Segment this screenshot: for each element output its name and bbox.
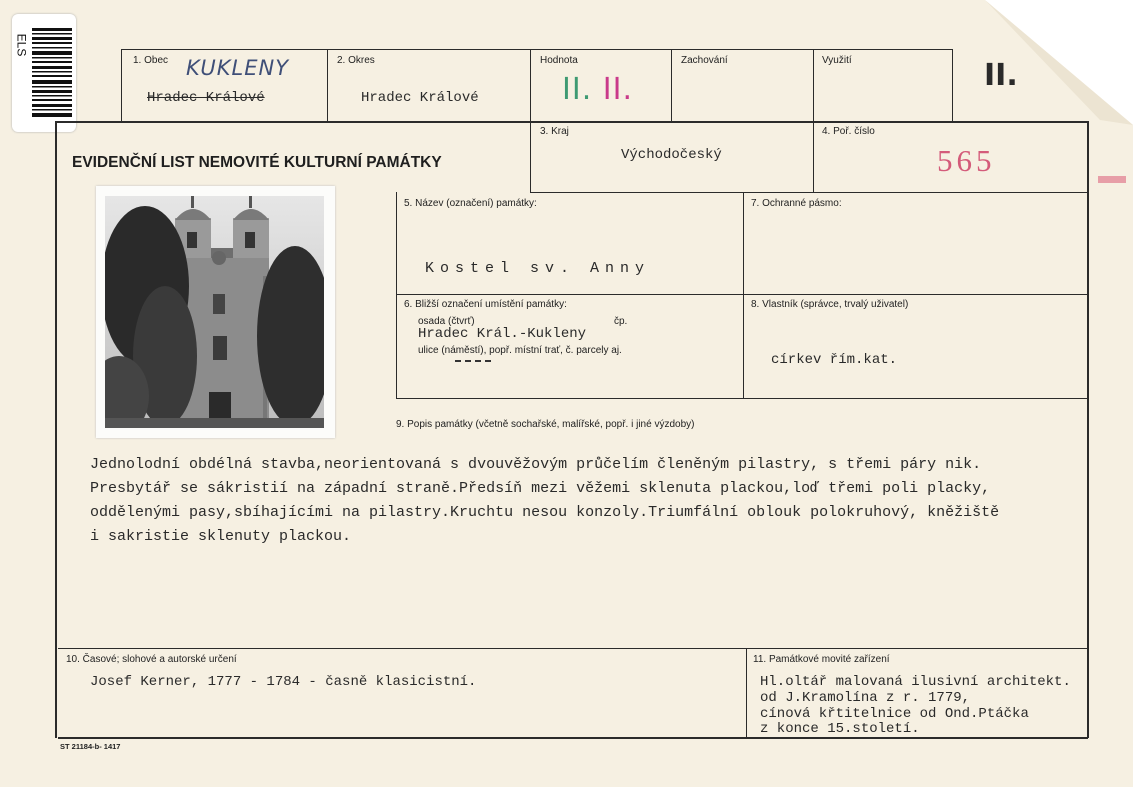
hodnota-label: Hodnota xyxy=(540,55,578,66)
obec-handwritten: KUKLENY xyxy=(186,56,290,80)
por-cislo-label: 4. Poř. číslo xyxy=(822,126,875,137)
osada-label: osada (čtvrť) xyxy=(418,316,475,327)
rule xyxy=(121,49,122,122)
popis-label: 9. Popis památky (včetně sochařské, malířské, popř. i jiné výzdoby) xyxy=(396,419,695,430)
rule xyxy=(55,121,1088,123)
popis-line: oddělenými pasy,sbíhajícími na pilastry.Kruchtu nesou konzoly.Triumfální oblouk polokruhový, kněžiště xyxy=(90,504,1000,521)
obec-struck-value: Hradec Králové xyxy=(147,90,265,106)
photo-frame xyxy=(96,186,335,438)
church-photo xyxy=(105,196,324,428)
vlastnik-value: církev řím.kat. xyxy=(771,352,898,368)
popis-line: i sakristie sklenuty plackou. xyxy=(90,528,352,545)
okres-value: Hradec Králové xyxy=(361,90,479,106)
cp-label: čp. xyxy=(614,316,628,327)
obec-label: 1. Obec xyxy=(133,55,169,66)
casove-label: 10. Časové; slohové a autorské určení xyxy=(66,654,237,665)
rule xyxy=(396,398,1088,399)
okres-label: 2. Okres xyxy=(337,55,375,66)
umisteni-label: 6. Bližší označení umístění památky: xyxy=(404,299,567,310)
rule xyxy=(813,49,814,193)
rule xyxy=(327,49,328,122)
rule xyxy=(55,121,57,738)
vyuziti-label: Využití xyxy=(822,55,852,66)
nazev-value: Kostel sv. Anny xyxy=(425,260,651,277)
barcode-icon xyxy=(32,28,72,120)
popis-line: Jednolodní obdélná stavba,neorientovaná s dvouvěžovým průčelím členěným pilastry, s třemi páry nik. xyxy=(90,456,982,473)
popis-line: Presbytář se sákristií na západní straně.Předsíň mezi věžemi sklenuta plackou,loď třemi poli placky, xyxy=(90,480,991,497)
rule xyxy=(121,49,952,50)
rule xyxy=(530,192,1088,193)
rule xyxy=(671,49,672,122)
rule xyxy=(1087,121,1089,738)
form-title: EVIDENČNÍ LIST NEMOVITÉ KULTURNÍ PAMÁTKY xyxy=(72,154,442,171)
nazev-label: 5. Název (označení) památky: xyxy=(404,198,537,209)
sticker-text: ELS xyxy=(14,33,29,57)
rule xyxy=(58,737,1088,739)
por-cislo-value: 565 xyxy=(937,143,996,178)
red-ink-mark xyxy=(1098,176,1126,183)
casove-value: Josef Kerner, 1777 - 1784 - časně klasicistní. xyxy=(90,674,477,690)
dashed-underline xyxy=(455,360,491,362)
kraj-value: Východočeský xyxy=(621,147,722,163)
rule xyxy=(743,192,744,399)
rule xyxy=(530,49,531,193)
movite-label: 11. Památkové movité zařízení xyxy=(753,654,890,665)
hodnota-value: II. II. xyxy=(562,72,633,107)
form-code: ST 21184-b- 1417 xyxy=(60,742,121,751)
umisteni-value: Hradec Král.-Kukleny xyxy=(418,326,587,342)
ulice-label: ulice (náměstí), popř. místní trať, č. parcely aj. xyxy=(418,345,622,356)
rule xyxy=(952,49,953,122)
barcode-sticker xyxy=(12,14,76,132)
rule xyxy=(746,648,747,738)
rule xyxy=(396,192,397,399)
kraj-label: 3. Kraj xyxy=(540,126,569,137)
vlastnik-label: 8. Vlastník (správce, trvalý uživatel) xyxy=(751,299,909,310)
ochranne-label: 7. Ochranné pásmo: xyxy=(751,198,842,209)
movite-line: od J.Kramolína z r. 1779, xyxy=(760,690,971,706)
movite-line: cínová křtitelnice od Ond.Ptáčka xyxy=(760,706,1029,722)
rule xyxy=(58,648,1088,649)
zachovani-label: Zachování xyxy=(681,55,728,66)
rule xyxy=(396,294,1088,295)
movite-line: z konce 15.století. xyxy=(760,721,920,737)
corner-class-mark: II. xyxy=(984,58,1018,93)
movite-line: Hl.oltář malovaná ilusivní architekt. xyxy=(760,674,1071,690)
